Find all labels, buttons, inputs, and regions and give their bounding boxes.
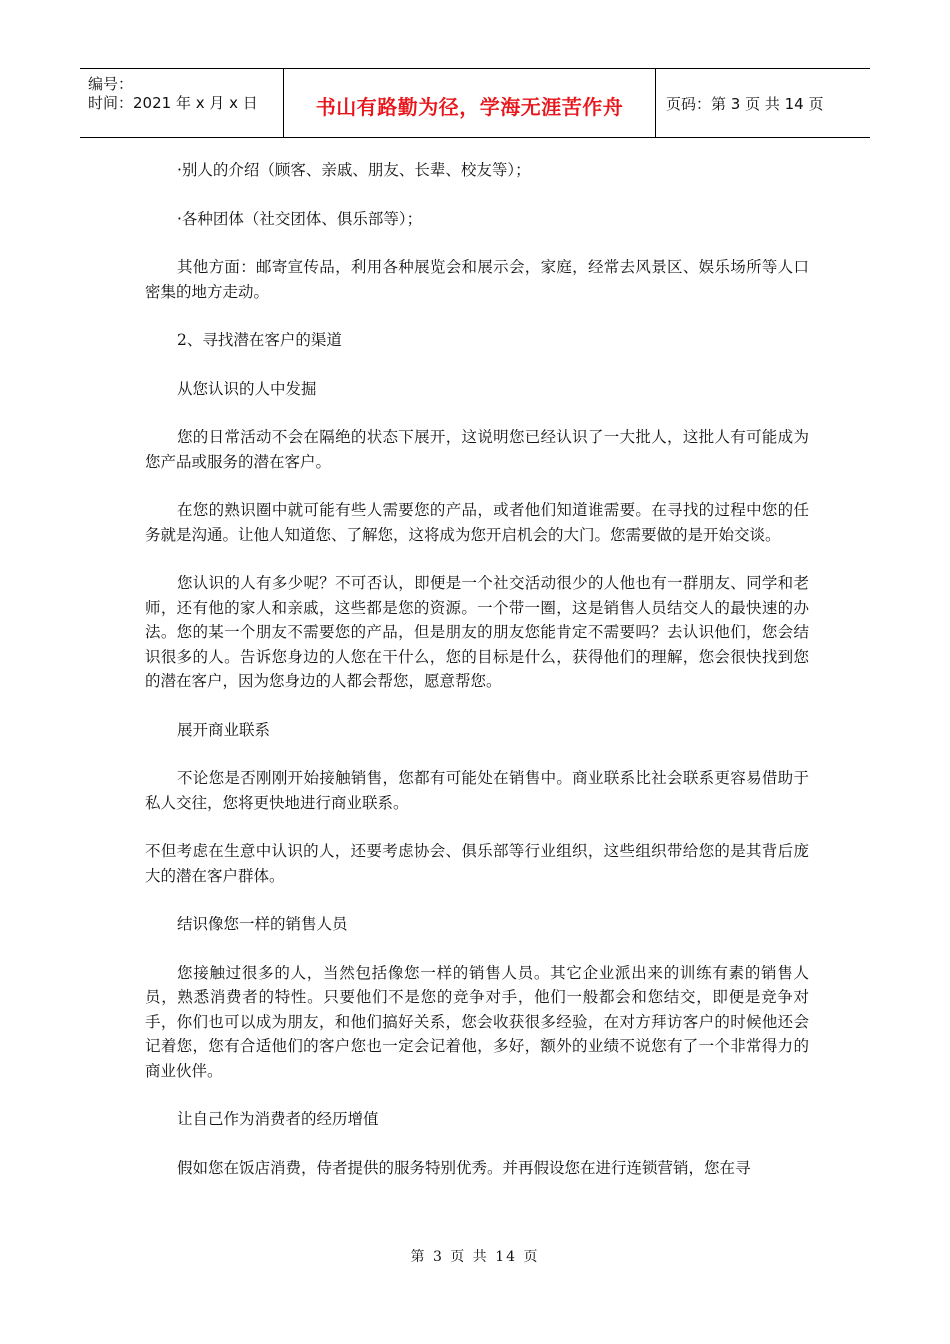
list-item-groups: ·各种团体（社交团体、俱乐部等）； — [177, 209, 423, 228]
header-meta-cell — [80, 69, 284, 137]
paragraph: 在您的熟识圈中就可能有些人需要您的产品，或者他们知道谁需要。在寻找的过程中您的任务就是沟通。让他人知道您、了解您，这将成为您开启机会的大门。您需要做的是开始交谈。 — [145, 501, 809, 544]
subheading-business-contacts: 展开商业联系 — [177, 720, 271, 739]
paragraph: 假如您在饭店消费，侍者提供的服务特别优秀。并再假设您在进行连锁营销，您在寻 — [177, 1158, 751, 1177]
paragraph: 您的日常活动不会在隔绝的状态下展开，这说明您已经认识了一大批人，这批人有可能成为您产品或服务的潜在客户。 — [145, 428, 809, 471]
document-body — [145, 158, 809, 1204]
date-label: 时间：2021 年 x 月 x 日 — [88, 94, 258, 112]
paragraph: 不但考虑在生意中认识的人，还要考虑协会、俱乐部等行业组织，这些组织带给您的是其背后庞大的潜在客户群体。 — [145, 842, 809, 885]
page-header — [80, 68, 870, 138]
subheading-salespeople: 结识像您一样的销售人员 — [177, 915, 348, 933]
subheading-acquaintances: 从您认识的人中发掘 — [177, 379, 317, 398]
paragraph: 不论您是否刚刚开始接触销售，您都有可能处在销售中。商业联系比社会联系更容易借助于私人交往，您将更快地进行商业联系。 — [145, 769, 809, 812]
section-heading-channels: 2、寻找潜在客户的渠道 — [177, 331, 342, 349]
paragraph: 您认识的人有多少呢？不可否认，即便是一个社交活动很少的人他也有一群朋友、同学和老师，还有他的家人和亲戚，这些都是您的资源。一个带一圈，这是销售人员结交人的最快速的办法。您的某一个朋友不需要您的产品，但是朋友的朋友您能肯定不需要吗？去认识他们，您会结识很多的人。告诉您身边的人您在干什么，您的目标是什么，获得他们的理解，您会很快找到您的潜在客户，因为您身边的人都会帮您，愿意帮您。 — [145, 574, 809, 690]
paragraph-other-channels: 其他方面：邮寄宣传品，利用各种展览会和展示会，家庭，经常去风景区、娱乐场所等人口密集的地方走动。 — [145, 258, 809, 301]
header-page-number: 页码：第 3 页 共 14 页 — [666, 95, 824, 113]
serial-number-label: 编号： — [88, 75, 134, 93]
page-footer-number: 第 3 页 共 14 页 — [410, 1249, 540, 1265]
list-item-referrals: ·别人的介绍（顾客、亲戚、朋友、长辈、校友等）； — [177, 161, 531, 179]
header-page-cell — [656, 69, 870, 137]
paragraph: 您接触过很多的人，当然包括像您一样的销售人员。其它企业派出来的训练有素的销售人员，熟悉消费者的特性。只要他们不是您的竞争对手，他们一般都会和您结交，即便是竞争对手，你们也可以成为朋友，和他们搞好关系，您会收获很多经验，在对方拜访客户的时候他还会记着您，您有合适他们的客户您也一定会记着他，多好，额外的业绩不说您有了一个非常得力的商业伙伴。 — [145, 963, 809, 1080]
subheading-consumer-experience: 让自己作为消费者的经历增值 — [177, 1110, 379, 1128]
header-motto: 书山有路勤为径，学海无涯苦作舟 — [315, 95, 624, 119]
header-motto-cell — [284, 69, 656, 137]
